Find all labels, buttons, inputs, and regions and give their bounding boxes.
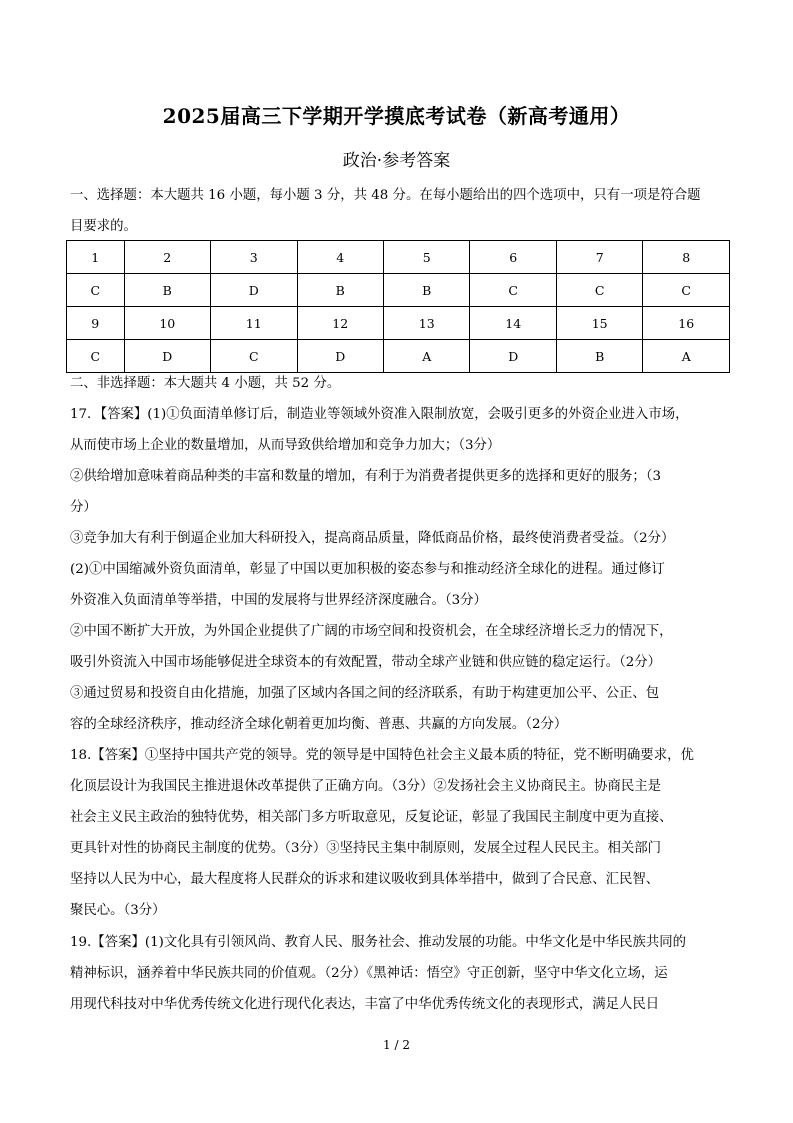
answer-table-row xyxy=(67,274,730,307)
q17-line: ②供给增加意味着商品种类的丰富和数量的增加，有利于为消费者提供更多的选择和更好的服务；（3 xyxy=(70,469,662,484)
answer-table-cell: 14 xyxy=(470,307,556,340)
q18-line: 更具针对性的协商民主制度的优势。（3分）③坚持民主集中制原则，发展全过程人民民主。相关部门 xyxy=(70,841,662,856)
question-18-answer xyxy=(70,740,730,926)
answer-table-cell: 1 xyxy=(67,241,125,274)
answer-table-cell: C xyxy=(556,274,642,307)
q18-line: 社会主义民主政治的独特优势，相关部门多方听取意见，反复论证，彰显了我国民主制度中更为直接、 xyxy=(70,810,673,825)
section-1-instructions xyxy=(70,180,730,242)
answer-table-cell: C xyxy=(67,274,125,307)
answer-table-cell: D xyxy=(470,340,556,373)
answer-table-cell: C xyxy=(470,274,556,307)
q17-line: ③通过贸易和投资自由化措施，加强了区域内各国之间的经济联系，有助于构建更加公平、公正、包 xyxy=(70,686,660,701)
q17-line: 17．【答案】(1)①负面清单修订后，制造业等领域外资准入限制放宽，会吸引更多的外资企业进入市场， xyxy=(70,407,689,422)
section-2-heading: 二、非选择题：本大题共 4 小题，共 52 分。 xyxy=(70,376,341,391)
page-title: 2025届高三下学期开学摸底考试卷（新高考通用） xyxy=(162,104,631,128)
answer-table-cell: A xyxy=(643,340,730,373)
answer-table-cell: 16 xyxy=(643,307,730,340)
q18-line: 18.【答案】①坚持中国共产党的领导。党的领导是中国特色社会主义最本质的特征，党不断明确要求，优 xyxy=(70,748,694,763)
answer-table-cell: B xyxy=(124,274,210,307)
answer-table-cell: B xyxy=(383,274,469,307)
q17-line: 外资准入负面清单等举措，中国的发展将与世界经济深度融合。（3分） xyxy=(70,593,487,608)
answer-table-cell: 13 xyxy=(383,307,469,340)
section-1-line-1: 一、选择题：本大题共 16 小题，每小题 3 分，共 48 分。在每小题给出的四个选项中，只有一项是符合题 xyxy=(70,188,701,203)
answer-table-cell: C xyxy=(67,340,125,373)
page-number: 1 / 2 xyxy=(383,1038,410,1052)
q17-line: ③竞争加大有利于倒逼企业加大科研投入，提高商品质量，降低商品价格，最终使消费者受益。（2分） xyxy=(70,531,675,546)
q17-line: 容的全球经济秩序，推动经济全球化朝着更加均衡、普惠、共赢的方向发展。（2分） xyxy=(70,717,568,732)
answer-table-cell: B xyxy=(297,274,383,307)
section-1-line-2: 目要求的。 xyxy=(70,219,137,234)
answer-table-cell: 5 xyxy=(383,241,469,274)
answer-table-row xyxy=(67,241,730,274)
q17-line: ②中国不断扩大开放，为外国企业提供了广阔的市场空间和投资机会，在全球经济增长乏力的情况下， xyxy=(70,624,673,639)
q19-line: 精神标识，涵养着中华民族共同的价值观。（2分）《黑神话：悟空》守正创新，坚守中华文化立场，运 xyxy=(70,966,668,981)
answer-table xyxy=(66,240,730,373)
q18-line: 坚持以人民为中心，最大程度将人民群众的诉求和建议吸收到具体举措中，做到了合民意、汇民智、 xyxy=(70,872,660,887)
answer-table-cell: 11 xyxy=(211,307,297,340)
q17-line: 吸引外资流入中国市场能够促进全球资本的有效配置，带动全球产业链和供应链的稳定运行。（2分） xyxy=(70,655,662,670)
answer-table-cell: D xyxy=(124,340,210,373)
answer-table-cell: 12 xyxy=(297,307,383,340)
q19-line: 用现代科技对中华优秀传统文化进行现代化表达，丰富了中华优秀传统文化的表现形式，满足人民日 xyxy=(70,997,660,1012)
answer-table-cell: B xyxy=(556,340,642,373)
q17-line: 从而使市场上企业的数量增加，从而导致供给增加和竞争力加大；（3分） xyxy=(70,438,501,453)
q18-line: 化顶层设计为我国民主推进退休改革提供了正确方向。（3分）②发扬社会主义协商民主。协商民主是 xyxy=(70,779,662,794)
q19-line: 19.【答案】(1)文化具有引领风尚、教育人民、服务社会、推动发展的功能。中华文化是中华民族共同的 xyxy=(70,935,687,950)
answer-table-row xyxy=(67,307,730,340)
answer-table-cell: A xyxy=(383,340,469,373)
q18-line: 聚民心。（3分） xyxy=(70,903,166,918)
answer-table-cell: D xyxy=(211,274,297,307)
answer-table-cell: C xyxy=(211,340,297,373)
answer-table-cell: 2 xyxy=(124,241,210,274)
answer-table-cell: 9 xyxy=(67,307,125,340)
q17-line: (2)①中国缩减外资负面清单，彰显了中国以更加积极的姿态参与和推动经济全球化的进程。通过修订 xyxy=(70,562,665,577)
answer-table-cell: 15 xyxy=(556,307,642,340)
answer-table-cell: 10 xyxy=(124,307,210,340)
answer-table-cell: 6 xyxy=(470,241,556,274)
question-19-answer xyxy=(70,927,730,1020)
answer-table-cell: D xyxy=(297,340,383,373)
page-subtitle: 政治·参考答案 xyxy=(342,151,451,171)
answer-table-cell: 3 xyxy=(211,241,297,274)
answer-table-cell: C xyxy=(643,274,730,307)
question-17-answer xyxy=(70,399,730,740)
q17-line: 分） xyxy=(70,500,97,515)
answer-table-cell: 4 xyxy=(297,241,383,274)
answer-table-cell: 8 xyxy=(643,241,730,274)
answer-table-cell: 7 xyxy=(556,241,642,274)
